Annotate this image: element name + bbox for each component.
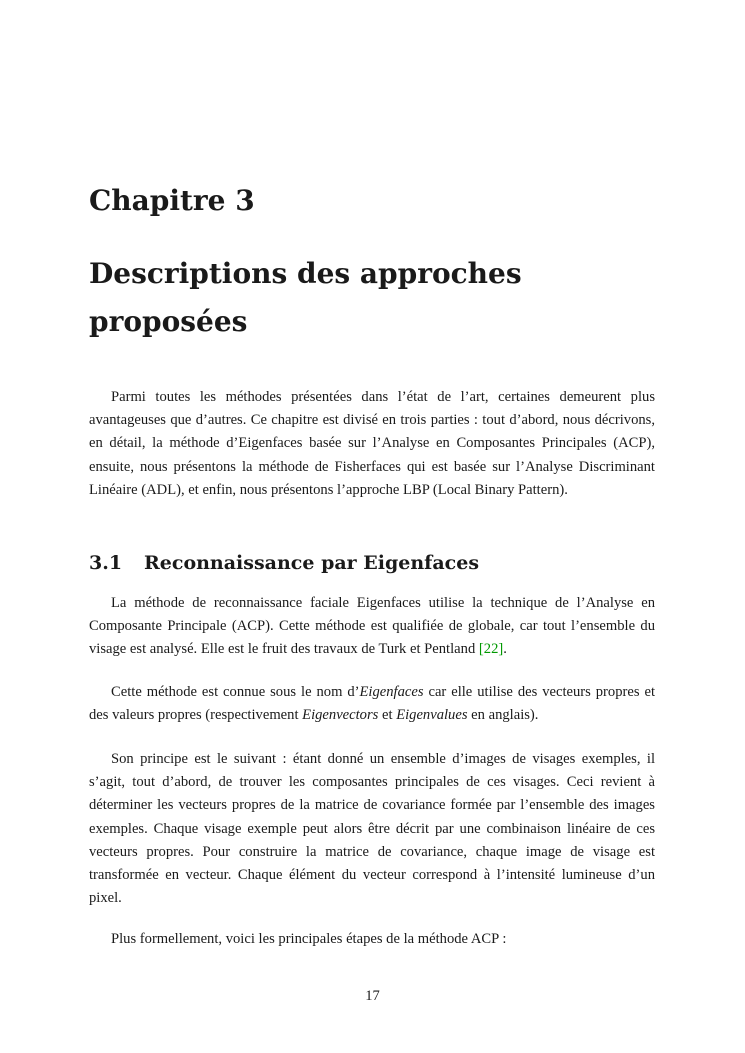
citation-close-bracket: ] xyxy=(498,641,504,658)
term-eigenvalues: Eigenvalues xyxy=(396,707,468,724)
page-number: 17 xyxy=(365,988,380,1004)
paragraph-principle: Son principe est le suivant : étant donné un ensemble d’images de visages exemples, il s’agit, tout d’abord, de trouver les composantes principales de ces visages. Ceci revient à déterminer les vecteurs propres de la matrice de covariance formée par l’ensemble des images exemples. Chaque visage exemple peut alors être décrit par une combinaison linéaire de ces vecteurs propres. Pour construire la matrice de covariance, chaque image de visage est transformée en vecteur. Chaque élément du vecteur correspond à l’intensité lumineuse d’un pixel. xyxy=(89,751,655,907)
paragraph-text-2: car elle utilise des vecteurs propres et des valeurs propres (respectivement xyxy=(89,684,655,724)
term-eigenfaces: Eigenfaces xyxy=(359,684,424,700)
paragraph-text-end: . xyxy=(503,641,507,658)
citation-open-bracket: [ xyxy=(478,641,484,658)
section-heading xyxy=(89,549,479,577)
paragraph-acp-steps: Plus formellement, voici les principales étapes de la méthode ACP : xyxy=(111,931,507,947)
citation-link[interactable] xyxy=(479,641,503,657)
citation-number: 22 xyxy=(483,641,499,658)
paragraph-text-1: Cette méthode est connue sous le nom d’ xyxy=(111,684,360,700)
paragraph-eigenfaces-intro xyxy=(89,592,655,662)
chapter-title: Descriptions des approches proposées xyxy=(89,257,522,338)
intro-paragraph: Parmi toutes les méthodes présentées dans l’état de l’art, certaines demeurent plus avantageuses que d’autres. Ce chapitre est divisé en trois parties : tout d’abord, nous décrivons, en détail, la méthode d’Eigenfaces basée sur l’Analyse en Composantes Principales (ACP), ensuite, nous présentons la méthode de Fisherfaces qui est basée sur l’Analyse Discriminant Linéaire (ADL), et enfin, nous présentons l’approche LBP (Local Binary Pattern). xyxy=(89,389,655,498)
term-eigenvectors: Eigenvectors xyxy=(302,707,379,724)
paragraph-text: La méthode de reconnaissance faciale Eigenfaces utilise la technique de l’Analyse en Composante Principale (ACP). Cette méthode est qualifiée de globale, car tout l’ensemble du visage est analysé. Elle est le fruit des travaux de Turk et Pentland xyxy=(89,595,655,658)
chapter-label: Chapitre 3 xyxy=(89,184,255,217)
section-title: Reconnaissance par Eigenfaces xyxy=(144,552,480,574)
paragraph-eigenfaces-name xyxy=(89,681,655,727)
paragraph-text-3: et xyxy=(378,707,397,724)
paragraph-text-4: en anglais). xyxy=(467,707,539,724)
section-number: 3.1 xyxy=(89,552,123,574)
